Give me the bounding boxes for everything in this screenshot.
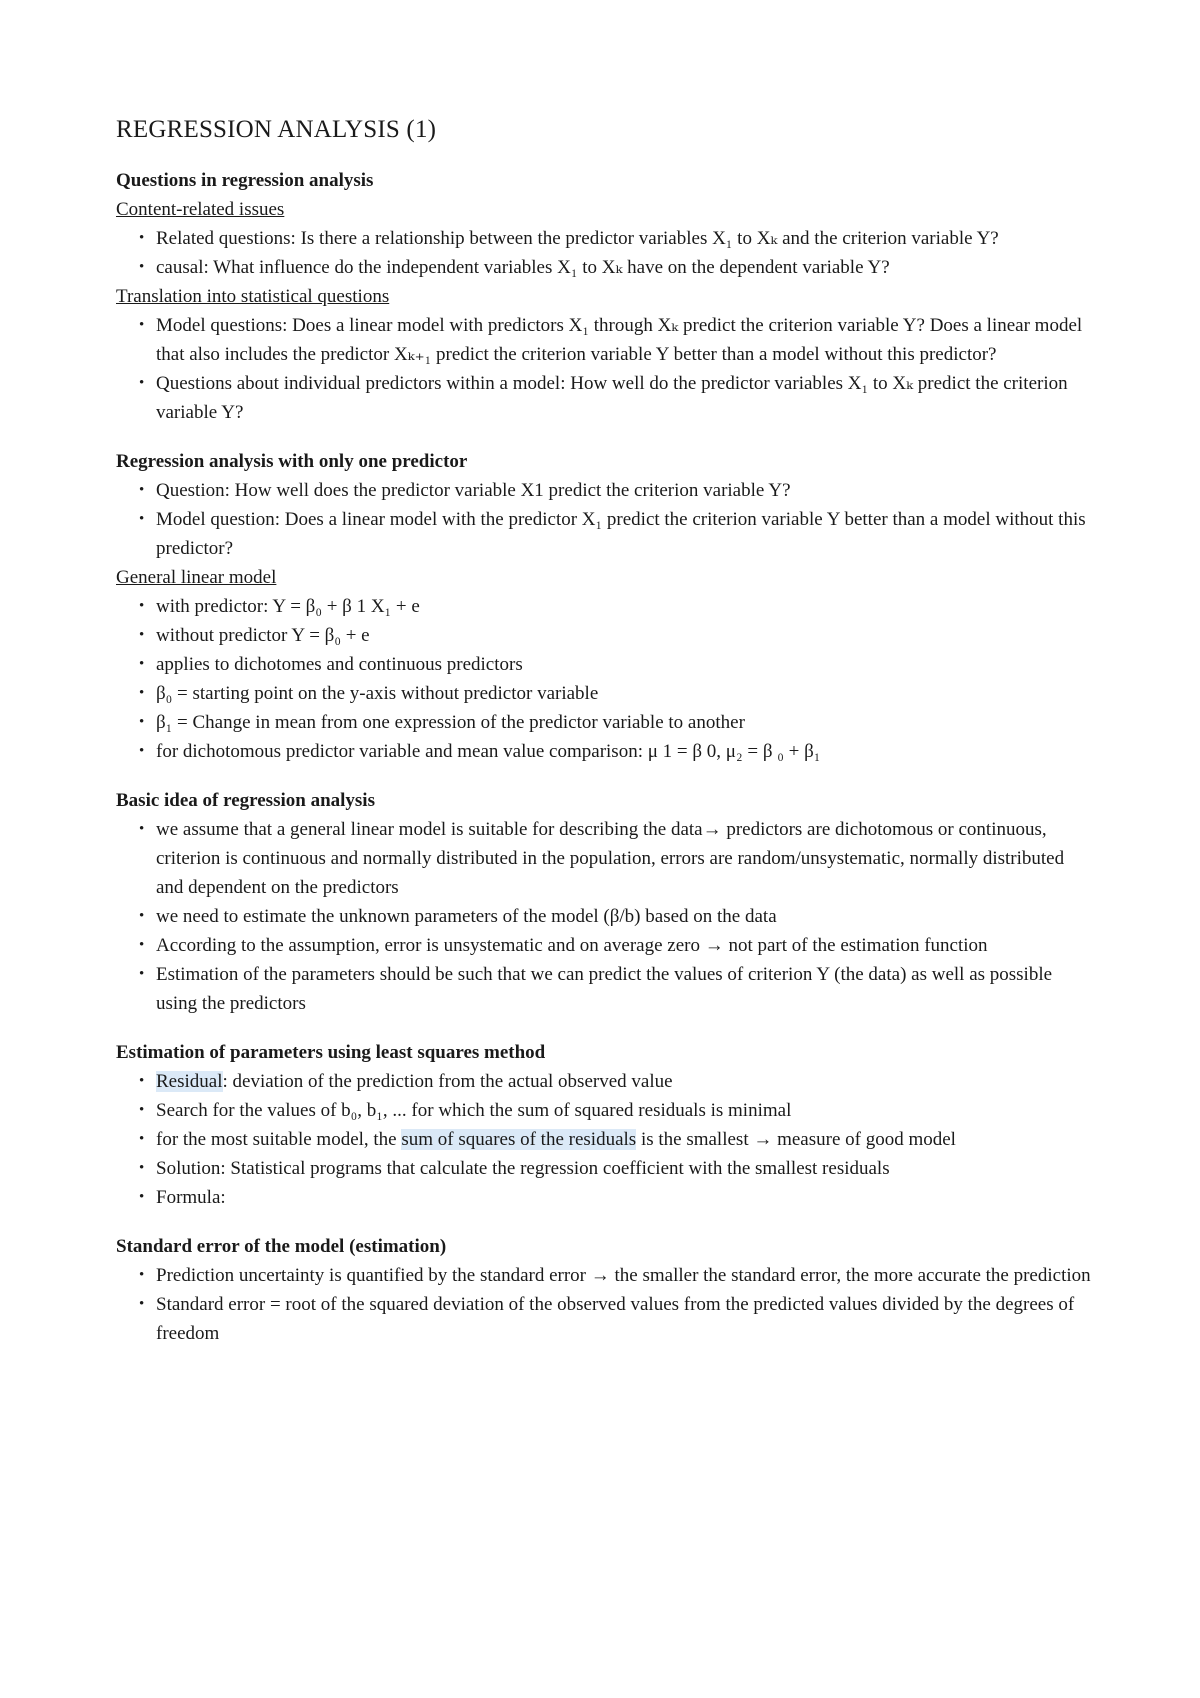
section-heading: Basic idea of regression analysis bbox=[116, 790, 375, 811]
list-item: • β₁ = Change in mean from one expression of the predictor variable to another bbox=[116, 708, 1096, 737]
highlighted-term: sum of squares of the residuals bbox=[401, 1129, 637, 1150]
section-least-squares bbox=[116, 1038, 1096, 1212]
bullet-list bbox=[116, 592, 1096, 766]
bullet-list bbox=[116, 224, 1096, 282]
list-item bbox=[116, 1125, 1096, 1154]
list-item: • Question: How well does the predictor variable X1 predict the criterion variable Y? bbox=[116, 476, 1096, 505]
bullet-list bbox=[116, 815, 1096, 1018]
section-standard-error bbox=[116, 1232, 1096, 1348]
list-item: • Questions about individual predictors within a model: How well do the predictor variables X₁ to Xₖ predict the criterion variable Y? bbox=[116, 369, 1096, 427]
list-item-text: is the smallest → measure of good model bbox=[636, 1129, 956, 1150]
page-title: REGRESSION ANALYSIS (1) bbox=[116, 116, 437, 143]
section-heading: Estimation of parameters using least squares method bbox=[116, 1042, 546, 1063]
section-heading: Questions in regression analysis bbox=[116, 170, 374, 191]
list-item: • applies to dichotomes and continuous predictors bbox=[116, 650, 1096, 679]
bullet-list bbox=[116, 1067, 1096, 1212]
list-item: • for dichotomous predictor variable and mean value comparison: μ 1 = β 0, μ₂ = β ₀ + β₁ bbox=[116, 737, 1096, 766]
list-item: • with predictor: Y = β₀ + β 1 X₁ + e bbox=[116, 592, 1096, 621]
list-item: • we need to estimate the unknown parameters of the model (β/b) based on the data bbox=[116, 902, 1096, 931]
bullet-list bbox=[116, 311, 1096, 427]
section-heading: Regression analysis with only one predictor bbox=[116, 451, 468, 472]
list-item: • Related questions: Is there a relationship between the predictor variables X₁ to Xₖ and the criterion variable Y? bbox=[116, 224, 1096, 253]
list-item: • we assume that a general linear model is suitable for describing the data→ predictors are dichotomous or continuous, criterion is continuous and normally distributed in the population, errors are random/unsystematic, normally distributed and dependent on the predictors bbox=[116, 815, 1096, 902]
list-item: • Solution: Statistical programs that calculate the regression coefficient with the smallest residuals bbox=[116, 1154, 1096, 1183]
section-basic-idea bbox=[116, 786, 1096, 1018]
list-item: • without predictor Y = β₀ + e bbox=[116, 621, 1096, 650]
list-item: • Standard error = root of the squared deviation of the observed values from the predicted values divided by the degrees of freedom bbox=[116, 1290, 1096, 1348]
list-item: • Model questions: Does a linear model with predictors X₁ through Xₖ predict the criterion variable Y? Does a linear model that also includes the predictor Xₖ₊₁ predict the criterion variable Y better than a model without this predictor? bbox=[116, 311, 1096, 369]
list-item: • According to the assumption, error is unsystematic and on average zero → not part of the estimation function bbox=[116, 931, 1096, 960]
subheading: Translation into statistical questions bbox=[116, 286, 390, 307]
list-item: • Model question: Does a linear model with the predictor X₁ predict the criterion variable Y better than a model without this predictor? bbox=[116, 505, 1096, 563]
section-heading: Standard error of the model (estimation) bbox=[116, 1236, 447, 1257]
subheading: General linear model bbox=[116, 567, 277, 588]
subheading: Content-related issues bbox=[116, 199, 285, 220]
list-item: • Formula: bbox=[116, 1183, 1096, 1212]
bullet-list bbox=[116, 1261, 1096, 1348]
bullet-list bbox=[116, 476, 1096, 563]
list-item bbox=[116, 1067, 1096, 1096]
list-item: • Prediction uncertainty is quantified by the standard error → the smaller the standard error, the more accurate the prediction bbox=[116, 1261, 1096, 1290]
list-item: • β₀ = starting point on the y-axis without predictor variable bbox=[116, 679, 1096, 708]
highlighted-term: Residual bbox=[156, 1071, 223, 1092]
section-one-predictor bbox=[116, 447, 1096, 766]
list-item-text: : deviation of the prediction from the actual observed value bbox=[222, 1071, 673, 1092]
document-page bbox=[116, 112, 1096, 1368]
list-item-text: for the most suitable model, the bbox=[156, 1129, 402, 1150]
list-item: • Estimation of the parameters should be such that we can predict the values of criterion Y (the data) as well as possible using the predictors bbox=[116, 960, 1096, 1018]
list-item: • Search for the values of b₀, b₁, ... for which the sum of squared residuals is minimal bbox=[116, 1096, 1096, 1125]
list-item: • causal: What influence do the independent variables X₁ to Xₖ have on the dependent variable Y? bbox=[116, 253, 1096, 282]
section-questions bbox=[116, 166, 1096, 427]
